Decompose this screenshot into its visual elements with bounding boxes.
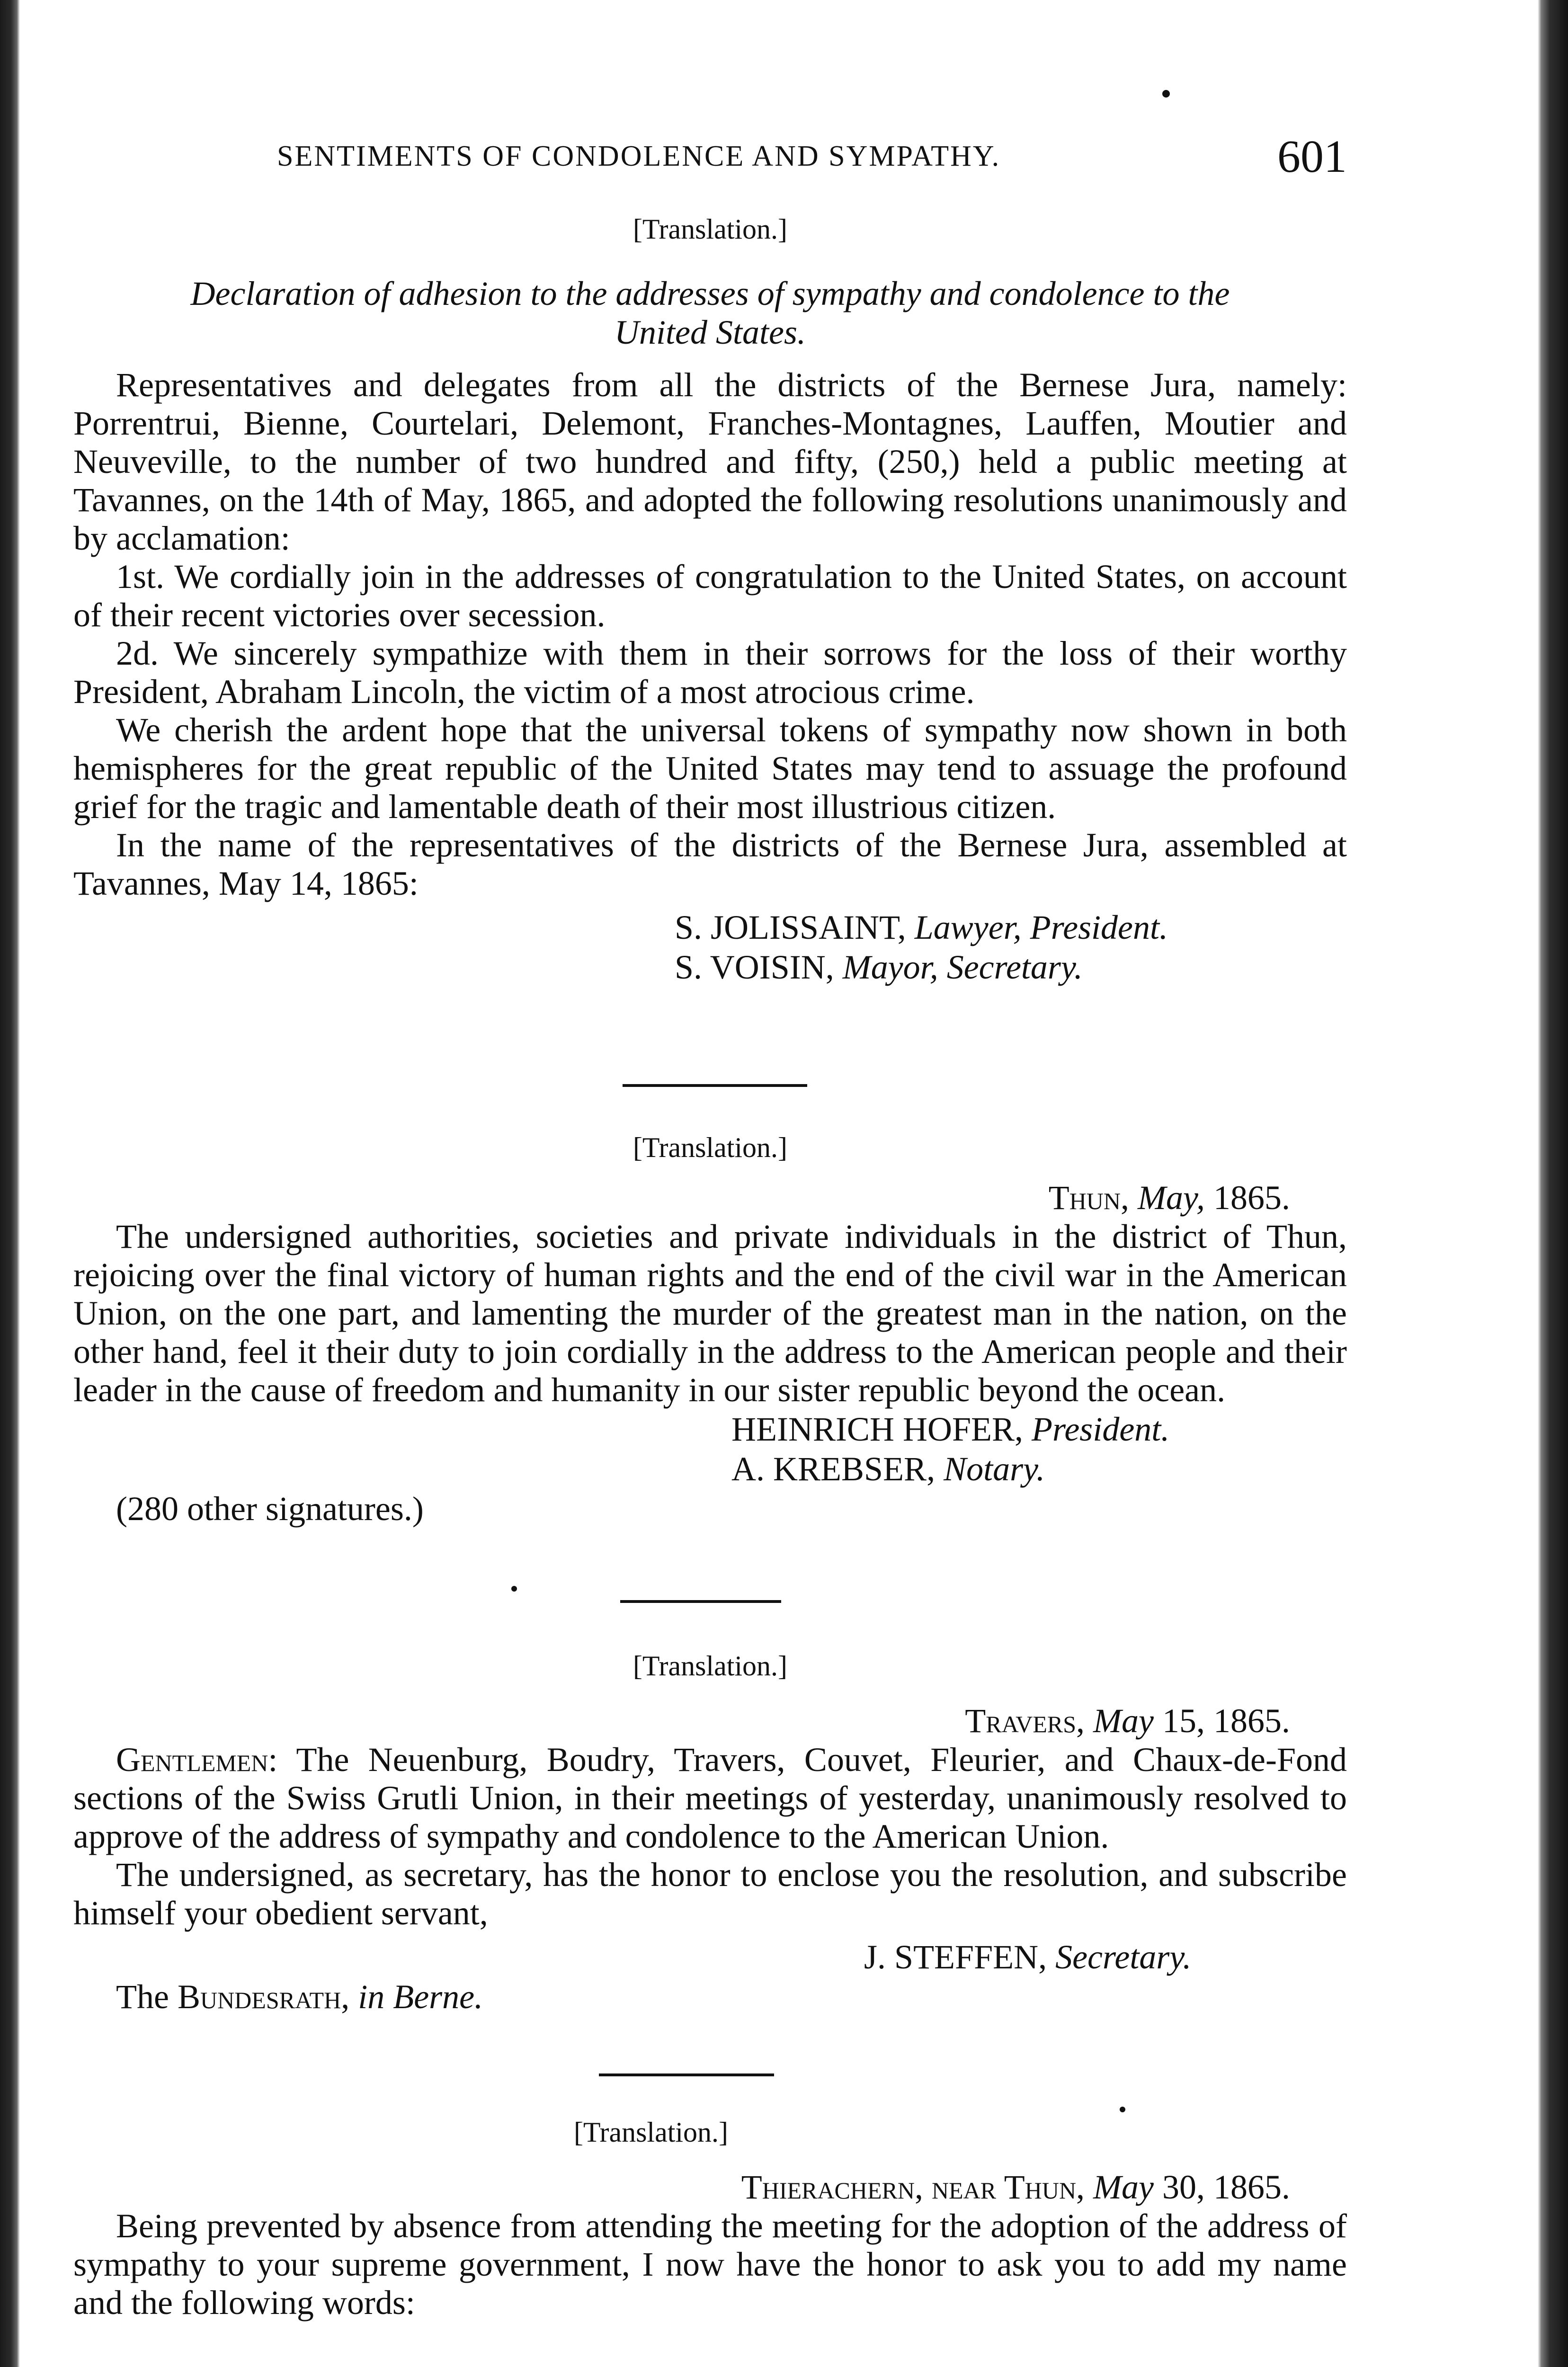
signer-title: Lawyer, President. [914, 908, 1168, 946]
paragraph [73, 1741, 1347, 1856]
dateline-place: Travers, [965, 1702, 1085, 1740]
signer-name: S. VOISIN, [675, 948, 834, 986]
signature-line [731, 1409, 1347, 1449]
dateline-place: Thierachern, near Thun, [741, 2168, 1085, 2206]
paragraph: In the name of the representatives of the districts of the Bernese Jura, assembled at Tavannes, May 14, 1865: [73, 826, 1347, 902]
section-divider [623, 1084, 807, 1087]
print-speck [1120, 2107, 1125, 2112]
addressee [116, 1977, 1347, 2017]
dateline-year: 30, 1865. [1162, 2168, 1290, 2206]
signature-line [675, 947, 1347, 987]
section-travers [73, 1650, 1347, 2017]
section-thierachern [73, 2116, 1347, 2322]
signer-title: Secretary. [1055, 1938, 1192, 1976]
paragraph-text: The Neuenburg, Boudry, Travers, Couvet, Fleurier, and Chaux-de-Fond sections of the Swiss Grutli Union, in their meetings of yesterday, unanimously resolved to approve of the address of sympathy and condolence to the American Union. [73, 1741, 1347, 1855]
paragraph: The undersigned authorities, societies and private individuals in the district of Thun, rejoicing over the final victory of human rights and the end of the civil war in the American Union, on the one part, and lamenting the murder of the greatest man in the nation, on the other hand, feel it their duty to join cordially in the address to the American people and their leader in the cause of freedom and humanity in our sister republic beyond the ocean. [73, 1218, 1347, 1409]
paragraph: We cherish the ardent hope that the universal tokens of sympathy now shown in both hemispheres for the great republic of the United States may tend to assuage the profound grief for the tragic and lamentable death of their most illustrious citizen. [73, 711, 1347, 826]
print-speck [1162, 90, 1170, 98]
dateline [73, 1178, 1347, 1218]
translation-tag: [Translation.] [633, 1132, 788, 1163]
dateline [73, 1701, 1347, 1741]
dateline-year: 1865. [1213, 1179, 1290, 1217]
page [73, 0, 1347, 2367]
paragraph: Representatives and delegates from all the districts of the Bernese Jura, namely: Porrentrui, Bienne, Courtelari, Delemont, Franches-Montagnes, Lauffen, Moutier and Neuveville, to the number of two hundred and fifty, (250,) held a public meeting at Tavannes, on the 14th of May, 1865, and adopted the following resolutions unanimously and by acclamation: [73, 366, 1347, 557]
signature-line [731, 1449, 1347, 1489]
other-signatures-note: (280 other signatures.) [116, 1490, 424, 1528]
print-speck [511, 1586, 517, 1592]
dateline-place: Thun, [1048, 1179, 1130, 1217]
dateline-year: 15, 1865. [1162, 1702, 1290, 1740]
translation-tag: [Translation.] [633, 1650, 788, 1682]
translation-tag: [Translation.] [633, 214, 788, 245]
page-number: 601 [1277, 131, 1347, 182]
paragraph: Being prevented by absence from attending the meeting for the adoption of the address of sympathy to your supreme government, I now have the honor to ask you to add my name and the following words: [73, 2207, 1347, 2322]
paragraph: 1st. We cordially join in the addresses of congratulation to the United States, on account of their recent victories over secession. [73, 558, 1347, 634]
scan-edge-right [1538, 0, 1568, 2367]
addressee-name: Bundesrath, [177, 1978, 350, 2016]
dateline-date: May [1093, 2168, 1154, 2206]
signer-name: S. JOLISSAINT, [675, 908, 906, 946]
paragraph: 2d. We sincerely sympathize with them in their sorrows for the loss of their worthy President, Abraham Lincoln, the victim of a most atrocious crime. [73, 634, 1347, 711]
dateline-date: May [1093, 1702, 1154, 1740]
signature-block [731, 1409, 1347, 1489]
dateline-date: May, [1138, 1179, 1205, 1217]
signer-name: HEINRICH HOFER, [731, 1410, 1024, 1448]
signer-name: J. STEFFEN, [864, 1938, 1047, 1976]
signature-line [864, 1937, 1347, 1977]
section-divider [620, 1600, 781, 1603]
heading-line: Declaration of adhesion to the addresses of sympathy and condolence to the [190, 275, 1230, 312]
scan-edge-left [0, 0, 20, 2367]
translation-tag: [Translation.] [573, 2117, 729, 2148]
section-divider [599, 2073, 774, 2076]
section-heading [73, 274, 1347, 352]
running-head [277, 131, 1347, 182]
section-thun [73, 1131, 1347, 1529]
body-text [73, 366, 1347, 903]
running-title: SENTIMENTS OF CONDOLENCE AND SYMPATHY. [277, 140, 1001, 172]
signer-title: President. [1032, 1410, 1170, 1448]
addressee-place: in Berne. [358, 1978, 483, 2016]
signer-title: Mayor, Secretary. [842, 948, 1083, 986]
paragraph: The undersigned, as secretary, has the honor to enclose you the resolution, and subscribe himself your obedient servant, [73, 1856, 1347, 1932]
section-bernese-jura [73, 213, 1347, 987]
heading-line: United States. [615, 313, 806, 351]
signer-name: A. KREBSER, [731, 1450, 935, 1488]
signature-block [675, 908, 1347, 987]
dateline [73, 2168, 1347, 2207]
signer-title: Notary. [944, 1450, 1045, 1488]
salutation: Gentlemen: [116, 1741, 278, 1779]
addressee-prefix: The [116, 1978, 169, 2016]
signature-line [675, 908, 1347, 947]
